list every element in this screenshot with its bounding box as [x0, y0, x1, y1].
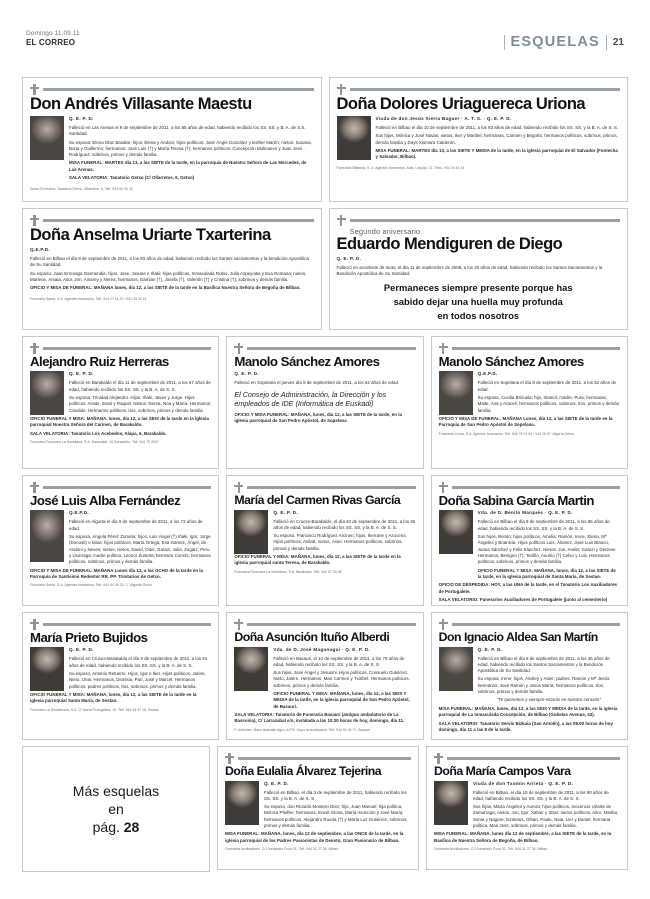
- service-line: OFICIO Y MISA DE FUNERAL: MAÑANA Lunes día 12, a las OCHO de la tarde en la Parroquia de Santísimo Redentor RR. PP. Trinitarios de Getxo.: [30, 567, 204, 579]
- card-top: [30, 619, 211, 630]
- card-body: [30, 510, 211, 567]
- obituary-row-3: [22, 336, 628, 469]
- card-body: [225, 781, 411, 832]
- qepd-line: Q. E. P. D.: [477, 646, 503, 652]
- top-rule: [247, 486, 415, 489]
- farewell-line: OFICIO DE DESPEDIDA: HOY, a las UNA de la tarde, en el Tanatorio Los Auxiliadores de Portugalete.: [438, 582, 617, 594]
- qepd-line: Q.E.P.D.: [30, 246, 50, 252]
- obituary-card[interactable]: [431, 475, 628, 606]
- card-top: [337, 84, 621, 95]
- cross-icon: [30, 343, 39, 354]
- deceased-name: José Luis Alba Fernández: [30, 493, 181, 508]
- obituary-card[interactable]: [226, 612, 423, 740]
- obituary-text: [234, 371, 415, 424]
- deceased-name: Doña Dolores Uriaguereca Uriona: [336, 95, 586, 113]
- obituary-text: [69, 116, 314, 184]
- cross-icon: [434, 753, 443, 764]
- obituary-card[interactable]: [22, 77, 322, 202]
- top-rule: [452, 347, 620, 350]
- qepd-line: Viuda de don Txomin Arrieta · Q. E. P. D.: [473, 780, 574, 786]
- death-line: Falleció en Sopelana el jueves día 8 de septiembre de 2011, a los 62 años de edad.: [234, 380, 400, 386]
- card-body: [234, 510, 415, 555]
- obituary-card[interactable]: [226, 475, 423, 606]
- death-line: Falleció en Bilbao el día 9 de septiembre de 2011, a los 93 años de edad, habiendo recibido los Santos sacramentos y la bendición Apostólica de Su Santidad.: [30, 255, 310, 268]
- divider-right: [606, 35, 607, 50]
- service-line: OFICIO FUNERAL Y MISA: MAÑANA, lunes, día 12, a las SEIS Y MEDIA de la tarde, en la iglesia parroquial de San Pedro Apóstol, de Basauri.: [273, 691, 410, 709]
- cross-icon: [30, 482, 39, 493]
- more-line-3: [73, 818, 159, 836]
- card-top: [337, 215, 621, 226]
- death-line: Falleció en Bilbao el día 9 de septiembre de 2011, a los 46 años de edad, habiendo recibido los Santos Sacramentos y la Bendición Apostólica de Su Santidad.: [477, 655, 610, 674]
- family-line: Sus hijos, José Ángel y Jesusmi. Hijos políticos, Consuelo Gutiérrez, Nieto, Janire. Hermanos, Mari Carmen y Txiribel. Hermanos políticos, sobrinos, primos y demás familia.: [273, 670, 410, 688]
- family-line: Su esposo, Francisco Rodríguez Arcinen; hijos, Ikerrane y Azucena. Hijos políticos, Anibal; nietos, Asier. Hermanos políticos, sobrinos, primos y demás familia.: [273, 533, 407, 551]
- card-top: [439, 343, 620, 354]
- wake-line: SALA VELATORIA: Tanatorio de Funeraria Basauri (antiguo ambulatorio de La Basconia), C/ Larrazabal s/n, instalada a las 10.30 horas de hoy, domingo, día 11.: [234, 712, 405, 724]
- card-body: [30, 647, 211, 692]
- card-body: [337, 116, 621, 163]
- card-top: [234, 482, 415, 493]
- cross-icon: [234, 482, 243, 493]
- section-header: [504, 34, 625, 50]
- deceased-name: Doña Anselma Uriarte Txarterina: [30, 226, 271, 244]
- portrait-photo: [234, 510, 268, 554]
- death-line: Falleció en Basauri, el 10 de septiembre de 2011, a los 79 años de edad, habiendo recibido los SS. SS. y la B. A. de S. S.: [273, 655, 405, 667]
- top-rule: [452, 486, 620, 489]
- portrait-photo: [439, 647, 473, 691]
- top-rule: [43, 486, 211, 489]
- obituary-card[interactable]: [226, 336, 423, 469]
- family-line: Su esposa, Ángela Pérez Zumeta; hijos, Luis Ángel (†) Iñaki, Igor, Jorge (Donosti) e Idoia; hijos políticos, María Ortega, Eva Gamez, Ángel, de Andoni y Neven; nietos: nietos, David, Odei, Garazi, Julia, Zugatz, Peru y Usúrraga; madre política, Leonor Zumeta; hermana Conchi; hermanos políticos, sobrinos, primos y demás familia.: [69, 534, 211, 565]
- service-line: OFICIO FUNERAL Y MISA: MAÑANA, lunes, día 12, a las SIETE de la tarde, en la iglesia parroquial de Santa María, de Sestao.: [477, 567, 616, 579]
- more-page-label: pág.: [92, 819, 124, 836]
- card-body: [434, 781, 620, 832]
- cross-icon: [234, 619, 243, 630]
- family-line: Su esposa: Trinidad Alejandro. Hijos: Iñaki, Javier y Jorge. Hijos políticos: Arrate, Evari y Raquel. Nietos: Nerea, Noa y María. Hermanos: Cándido. Hermanos políticos, tíos, sobrinos, primos y demás familia.: [69, 395, 212, 413]
- page-header: [26, 30, 624, 64]
- death-line: Falleció en Barakaldo el día 11 de septiembre de 2011, a los 67 años de edad, habiendo recibido los SS. SS. y la B. A. de S. S.: [69, 380, 211, 392]
- qepd-line: Vda. de D. José Magunagui · Q. E. P. D.: [273, 646, 370, 652]
- cross-icon: [30, 84, 39, 95]
- obituary-grid: [22, 77, 628, 878]
- deceased-name: Doña Asunción Ituño Alberdi: [234, 630, 390, 644]
- wake-line: SALA VELATORIO: Tanatorio Servis Bizkaia (San Antolín), a las 09.00 horas de hoy domingo, día 11 a las 8 de la tarde.: [438, 720, 613, 732]
- obituary-card[interactable]: [426, 746, 628, 870]
- qepd-line: Q. E. P. D.: [264, 780, 289, 786]
- deceased-name: Eduardo Mendiguren de Diego: [336, 235, 563, 253]
- obituary-text: [478, 647, 620, 706]
- deceased-name: Doña Sabina García Martin: [438, 493, 594, 508]
- qepd-line: Vda. de D. Benito Marqués · Q. E. P. D.: [477, 510, 573, 516]
- top-rule: [247, 623, 415, 626]
- obituary-row-5: [22, 612, 628, 740]
- obituary-text: [473, 781, 620, 832]
- top-rule: [43, 623, 211, 626]
- funeral-home-credit: Funeraria Funeraria La Santillana, S.A. Baracaldo. 10 Barakaldo. Telf. 944 79 2007: [30, 440, 159, 445]
- funeral-home-credit: Funeraria Bilbaína, S. A. Agentes funerarios. Alda. Urquijo, 21. Tlfno. 944 24 44 44: [336, 165, 465, 170]
- wake-line: SALA VELATORIA: Tanatorio Getxo (C/ Ollarretxe, 6, Getxo): [69, 175, 195, 181]
- portrait-photo: [30, 647, 64, 691]
- obituary-card[interactable]: [329, 77, 629, 202]
- qepd-line: Q. E. P. D.: [69, 371, 94, 377]
- death-line: Falleció en Sopelana el día 8 de septiembre de 2011, a los 62 años de edad.: [477, 380, 617, 392]
- qepd-line: Q.E.P.D.: [477, 371, 498, 377]
- death-line: Falleció en Bilbao, el día 3 de septiembre de 2011, habiendo recibido los SS. SS. y la B. A. de S. S.: [264, 789, 407, 801]
- card-top: [439, 619, 620, 630]
- page-number: 21: [612, 36, 624, 48]
- memorial-message-line: en todos nosotros: [437, 309, 520, 321]
- deceased-name: Don Andrés Villasante Maestu: [30, 95, 252, 113]
- deceased-name: Manolo Sánchez Amores: [234, 354, 380, 369]
- wake-line: SALA VELATORIO: Funerarios Auxiliadores de Portugalete (junto al cementerio): [438, 596, 608, 602]
- family-line: Su esposo: Juan Errenaga Garmendia; hijos, Jose, Josune e Iñaki; hijas políticas, Inmaculada Rubio, Julia Azpeyoitia y Eva Romana; nietos, Marlene, Amaia, Aitor, Jon, Ainarey y Nerea; hermanos, Damian (†), Josefa (†), Valentín (†) y Cristina (†); sobrinos y demás familia.: [30, 270, 307, 282]
- obituary-card[interactable]: [22, 208, 322, 330]
- obituary-row-6: [22, 746, 628, 872]
- more-page-number: 28: [123, 819, 140, 836]
- card-top: [30, 84, 314, 95]
- card-body: [30, 371, 211, 416]
- death-line: Falleció en Cruces-Barakaldo el día 8 de septiembre de 2011, a los 91 años de edad, habiendo recibido los SS. SS. y la B. A. de S. S.: [69, 656, 208, 668]
- obituary-row-1: [22, 77, 628, 202]
- family-line: Su esposa, Irene; hijos, Andrey y Asier; padres, Ramón y Mª Jesús; hermanos, José Ramón y Jesús María; hermanos políticos, tíos, sobrinos, primos y demás familia.: [477, 676, 611, 694]
- family-line: Sus hijas, María Ángeles y Aurora; hijos políticos, Inocencio Uriarte de Zumarraga; nietos, Jon, Igor, Xabier y Itziar; nietos políticos, Aitor, Maribu, Sonia y Nagore; biznietos, Oihan, Paule, Naia, Lier y Daniel; hermana política, Mari Jess; sobrinos, primos y demás familia.: [473, 804, 619, 828]
- card-body: [439, 510, 620, 582]
- card-body: [439, 647, 620, 706]
- obituary-text: [30, 247, 314, 294]
- funeral-home-credit: Funeraria Costa, S.A. Agentes funerarios. Telf. 946 76 01 54 / 943 26 87. Algorta-Getxo: [438, 431, 575, 436]
- qepd-line: Q. E. P. D.: [336, 255, 362, 261]
- qepd-line: Q.E.P.D.: [69, 510, 89, 516]
- divider-left: [504, 35, 505, 50]
- obituary-text: [69, 647, 211, 692]
- portrait-photo: [337, 116, 371, 160]
- cross-icon: [337, 84, 346, 95]
- cross-icon: [30, 215, 39, 226]
- top-rule: [43, 219, 314, 222]
- deceased-name: María Prieto Bujidos: [30, 630, 148, 645]
- qepd-line: Q. E. P. D.: [273, 509, 298, 515]
- top-rule: [43, 88, 314, 91]
- funeral-home-credit: Funeraria Auxiliadores. C/ Licenciado Poza 31. Telf. 944 21 27 34. Bilbao: [225, 846, 339, 851]
- deceased-name: María del Carmen Rivas García: [234, 493, 401, 507]
- service-line: MISA FUNERAL: MAÑANA, lunes, día 12, a las SEIS Y MEDIA de la tarde, en la iglesia parroquial de La Inmaculada Concepción, de Bilbao (Gobelas Avenue, 43).: [438, 705, 618, 718]
- family-line: Su esposo, Antonio Retuerto. Hijos, Igor e Iker. Hijos políticos, Janire, Nieto, Unai. Hermanos, Dionisia, Pari, José y Marcel. Hermanos políticos, padres políticos, tíos, sobrinos, primos y demás familia.: [69, 671, 206, 689]
- more-obituaries-box[interactable]: [22, 746, 210, 872]
- top-rule: [452, 623, 620, 626]
- cross-icon: [439, 482, 448, 493]
- obituary-text: [376, 116, 621, 163]
- memorial-message-line: Permaneces siempre presente porque has: [383, 282, 573, 294]
- funeral-home-credit: Getxo Funeraria, Tanatorio Getxo. Ollarretxe, 6. Telf. 944 60 00 33: [30, 186, 133, 191]
- memorial-message: [337, 281, 621, 322]
- memorial-message-line: sabido dejar una huella muy profunda: [393, 295, 563, 307]
- qepd-line: Q. E. P. D.: [234, 371, 259, 377]
- obituary-text: [69, 371, 211, 416]
- service-line: OFICIO Y MISA FUNERAL: MAÑANA, lunes, día 12, a las SIETE de la tarde, en la iglesia parroquial de San Pedro Apóstol, de Sopelana: [234, 412, 402, 424]
- death-line: Falleció en Bilbao el día 9 de septiembre de 2011, a los 85 años de edad, habiendo recibido los SS. SS. y la B. A. de S. S.: [477, 519, 610, 531]
- card-top: [234, 343, 415, 354]
- quote-line: "Te queremos y siempre estarás en nuestro corazón": [496, 697, 601, 703]
- wake-line: SALA VELATORIA: Tanatorio Los Acebedos, Alapa, 6, Barakaldo.: [30, 430, 167, 436]
- anniversary-card[interactable]: [329, 208, 629, 330]
- obituary-card[interactable]: [431, 612, 628, 740]
- family-line: Su esposa, Cecilia Brizuela; hijo, Imanol; madre, Pura; hermanas, Maite, Ana y Araceli; hermanos políticos, sobrinos, tíos, primos y demás familia.: [477, 395, 619, 413]
- more-obituaries-text: [73, 782, 159, 837]
- top-rule: [43, 347, 211, 350]
- obituary-text: [69, 510, 211, 567]
- portrait-photo: [30, 371, 64, 415]
- service-line: OFICIO FUNERAL Y MISA: MAÑANA, lunes, día 12, a las SIETE de la tarde en la iglesia parroquial Santa María, de Sestao.: [30, 692, 197, 704]
- more-line-1: Más esquelas: [72, 782, 160, 799]
- obituary-card[interactable]: [217, 746, 419, 870]
- section-title: ESQUELAS: [510, 34, 600, 50]
- card-top: [434, 753, 620, 764]
- card-body: [30, 247, 314, 294]
- portrait-photo: [439, 510, 473, 554]
- deceased-name: Manolo Sánchez Amores: [438, 354, 584, 369]
- qepd-line: Viuda de don Jesús Sierra Baguer · A. T. S. · Q. E. P. D.: [375, 115, 512, 121]
- portrait-photo: [434, 781, 468, 825]
- cross-icon: [225, 753, 234, 764]
- obituary-text: [478, 510, 620, 582]
- portrait-photo: [225, 781, 259, 825]
- funeral-home-credit: Funeraria La Resistencia, S.A. C/ Norte Portugalete, 10. Telf. 944 96 37 18, Sestao: [30, 707, 159, 712]
- card-top: [30, 482, 211, 493]
- more-line-2: en: [108, 800, 124, 817]
- death-line: Falleció en Las Arenas el 9 de septiembre de 2011, a los 85 años de edad, habiendo recibido los SS. SS. y B. A. de S.S. Santidad.: [69, 124, 306, 137]
- top-rule: [350, 88, 621, 91]
- service-line: OFICIO Y MISA DE FUNERAL: MAÑANA Lunes, día 12, a las SIETE de la tarde en la Parroquia de San Pedro Apóstol de Sopelana.: [438, 416, 613, 428]
- qepd-line: Q. E. P. D.: [69, 647, 94, 653]
- obituary-card[interactable]: [22, 475, 219, 606]
- death-line: Falleció en Cruces-Barakaldo, el día 10 de septiembre de 2011, a los 65 años de edad, habiendo recibido los SS. SS. y la B. A. de S. S.: [273, 518, 416, 530]
- obituary-card[interactable]: [22, 612, 219, 740]
- card-body: [30, 116, 314, 184]
- service-line: MISA FUNERAL: MAÑANA, lunes, día 12 de septiembre, a las ONCE de la tarde, en la iglesia parroquial de los Padres Pasionistas de Deusto, Gran Pasionario de Bilbao.: [225, 831, 404, 843]
- service-line: MISA FUNERAL: MAÑANA, lunes día 12 de septiembre, a las SIETE de la tarde, en la Basílica de Nuestra Señora de Begoña, de Bilbao.: [434, 831, 612, 843]
- card-top: [225, 753, 411, 764]
- deceased-name: Doña Eulalia Álvarez Tejerina: [225, 764, 382, 778]
- family-line: Su esposa: Elena Díaz Basabe; hijos: Elena y Andoni; hijos políticos: José Ángel González y Esther Martín; nietos: Susana, Borja y Guillermo; hermanos: José Luis (†) y María Teresa (†); hermanos políticos: Concepción Molinuevo y Juan José Rodríguez; sobrinos, primos y demás familia.: [69, 139, 312, 158]
- qepd-line: Q. E. P. D.: [69, 115, 94, 121]
- obituary-text: [273, 510, 415, 555]
- death-line: Falleció en Algorta el día 9 de septiembre de 2011, a los 73 años de edad.: [69, 519, 203, 531]
- deceased-name: Alejandro Ruiz Herreras: [30, 354, 169, 369]
- obituary-text: [337, 256, 621, 278]
- portrait-photo: [30, 116, 64, 160]
- family-line: Su esposo, don Ricardo Montero Díez; hijo, Juan Manuel; hija política, Mónica Pfeiffer; hermanos, Enedi Gloria, María Asunción y José María; hermanos políticos, Alejandro Rueda (†) y María Luz Gutiérrez; sobrinos, primos y demás familia.: [264, 804, 408, 828]
- newspaper-name: EL CORREO: [26, 37, 76, 47]
- obituary-text: [264, 781, 411, 832]
- family-line: Sus hijos, Mónica y José Navas; nietos, Iker y Maribel; hermanas, Carmen y Begoña; hermanos políticos, sobrinos, primos, demás familia y Days Xiomara Calderón.: [375, 133, 618, 145]
- service-line: OFICIO FUNERAL Y MISA: MAÑANA, lunes, día 12, a las SEIS de la tarde en la iglesia parroquial Nuestra Señora del Carmen, de Barakaldo.: [30, 416, 209, 428]
- obituary-row-4: [22, 475, 628, 606]
- obituary-card[interactable]: [431, 336, 628, 469]
- card-top: [30, 343, 211, 354]
- deceased-name: Don Ignacio Aldea San Martín: [438, 630, 598, 644]
- portrait-photo: [30, 510, 64, 562]
- issue-date: Domingo 11.09.11: [26, 30, 80, 37]
- deceased-name: Doña María Campos Vara: [434, 764, 571, 778]
- funeral-home-credit: Funeraria Santa, S.A. Agentes funerarios. Telf. 944 47 11 22 / 944 33 22 11: [30, 296, 147, 301]
- card-body: [234, 647, 415, 713]
- funeral-home-credit: Funeraria Funeraria La Santillana, S.A. Barakaldo. Telf. 944 07 23 45: [234, 569, 342, 574]
- card-body: [439, 371, 620, 416]
- death-line: Falleció en Bilbao, el día 10 de septiembre de 2011, a los 90 años de edad, habiendo recibido los SS. SS. y la B. A. de S. S.: [473, 789, 609, 801]
- obituary-text: [478, 371, 620, 416]
- cross-icon: [337, 215, 346, 226]
- death-line: Falleció en Bilbao el día 10 de septiembre de 2011, a los 83 años de edad, habiendo recibido los SS. SS. y la B. A. de S. S.: [375, 124, 619, 130]
- funeral-home-credit: F. Ambulan. Buen abandari Agro, a.P.S. Gapo la auxiliadora. Telf. 944 51 04 71. Basauri: [234, 727, 371, 732]
- top-rule: [247, 347, 415, 350]
- death-line: Falleció en accidente de moto, el día 11 de septiembre de 2009, a los 40 años de edad, habiendo recibido los Santos Sacramentos y la Bendición Apostólica de Su Santidad.: [336, 264, 603, 277]
- cross-icon: [439, 343, 448, 354]
- obituary-card[interactable]: [22, 336, 219, 469]
- top-rule: [350, 219, 621, 222]
- service-line: OFICIO FUNERAL Y MISA: MAÑANA, lunes, día 12, a las SIETE de la tarde en la iglesia parroquial santa Teresa, de Barakaldo.: [234, 554, 401, 566]
- obituary-text: [273, 647, 415, 713]
- service-line: MISA FUNERAL: MARTES día 13, a las SIETE Y MEDIA de la tarde, en la iglesia parroquial de El Salvador (Fontecha y Salvador, Bilbao).: [375, 147, 618, 160]
- cross-icon: [234, 343, 243, 354]
- card-top: [439, 482, 620, 493]
- portrait-photo: [234, 647, 268, 691]
- obituary-row-2: [22, 208, 628, 330]
- cross-icon: [30, 619, 39, 630]
- tribute-text: El Consejo de Administración, la Dirección y los empleados de IDE (Informática de Euskadi): [234, 389, 387, 409]
- card-top: [234, 619, 415, 630]
- anniversary-label: Segundo aniversario: [349, 227, 421, 236]
- family-line: Sus hijos, Benito; hijos políticos, Amelia, Ramón, Irene, Elena, Mª Ángeles y Boanicia. Hijos políticos Luis, Álvarez, José Luis Blanco, Juana Sánchez y Félix Sánchez. Nietos: Jon, Ander, Garazi y Denisse. Hermanos, Benigno (†), Teófilo, Aurelio (†) Celso y Luis. Hermanos políticos, sobrinos, primos y demás familia.: [477, 534, 617, 565]
- top-rule: [447, 757, 620, 760]
- funeral-home-credit: Funeraria Auxiliadores. C/ Licenciado Poza 31. Telf. 944 21 27 34. Bilbao: [434, 846, 548, 851]
- portrait-photo: [439, 371, 473, 415]
- service-line: MISA FUNERAL: MARTES día 13, a las SIETE de la tarde, en la parroquia de Nuestra Señora de Las Mercedes, de Las Arenas.: [69, 160, 307, 172]
- cross-icon: [439, 619, 448, 630]
- top-rule: [238, 757, 411, 760]
- card-top: [30, 215, 314, 226]
- service-line: OFICIO Y MISA DE FUNERAL: MAÑANA lunes, día 12, a las SIETE de la tarde en la Basílica Nuestra Señora de Begoña de Bilbao.: [30, 285, 301, 291]
- funeral-home-credit: Funeraria Santa, S.A. Agentes funerarios. Telf. 944 64 46 23 / 7. Algorta-Getxo: [30, 583, 152, 588]
- masthead: [26, 30, 80, 47]
